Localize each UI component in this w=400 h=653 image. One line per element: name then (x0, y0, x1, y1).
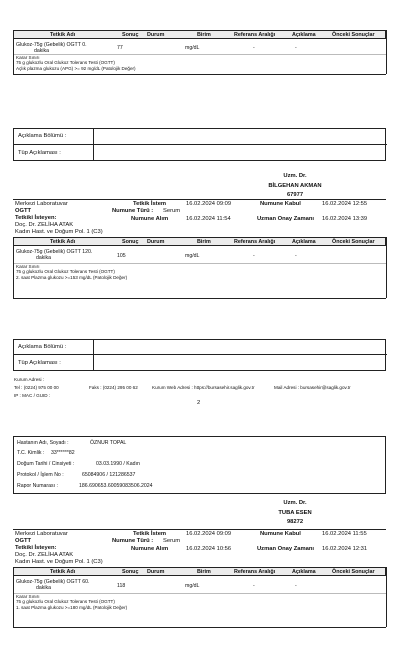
tube-label: Tüp Açıklaması : (18, 360, 61, 366)
footer-ip: IP : MAC / GUID : (14, 393, 51, 398)
approve-label: Uzman Onay Zamanı (257, 546, 315, 552)
decision-notes: Karar Sınırı 75 g glukozlu Oral Glukoz Tolerans Testi (OGTT) Açlık plazma glukozu (APG) >= 92 mg/dL (Patolojik Değer) (16, 55, 136, 71)
protocol-value: 65084906 / 121286537 (82, 472, 136, 478)
accept-date: 16.02.2024 11:55 (322, 531, 367, 537)
note-value: - (295, 253, 297, 259)
department: Kadın Hast. ve Doğum Pol. 1 (C3) (15, 559, 103, 565)
page-number: 2 (197, 400, 201, 406)
requester-name: Doç. Dr. ZELİHA ATAK (15, 552, 74, 558)
explanation-box (13, 339, 386, 371)
footer-address-label: Kurum Adresi : (14, 377, 45, 382)
table-row (13, 248, 386, 262)
decision-notes: Karar Sınırı 75 g glukozlu Oral Glukoz Tolerans Testi (OGTT) 2. saat Plazma glukozu >=153 mg/dL (Patolojik Değer) (16, 264, 128, 280)
col-note: Açıklama (292, 32, 316, 39)
explanation-box (13, 128, 386, 161)
tube-label: Tüp Açıklaması : (18, 150, 61, 156)
footer-fax: Faks : (0224) 295 00 62 (89, 385, 138, 390)
results-table-header (13, 30, 386, 39)
col-result: Sonuç (122, 32, 139, 39)
sample-type: Serum (163, 208, 181, 214)
footer-tel: Tel : (0224) 975 00 00 (14, 385, 59, 390)
requester-label: Tetkiki İsteyen: (15, 215, 57, 221)
col-unit: Birim (197, 32, 211, 39)
result-value: 118 (117, 583, 126, 589)
request-label: Tetkik İstem (133, 201, 167, 207)
doctor-signature: Uzm. Dr. TUBA ESEN 98272 (278, 500, 312, 526)
report-label: Rapor Numarası : (17, 483, 58, 489)
ref-value: - (253, 45, 255, 51)
request-date: 16.02.2024 09:09 (186, 201, 232, 207)
unit-value: mg/dL (185, 45, 200, 51)
tc-label: T.C. Kimlik : (17, 450, 45, 456)
col-status: Durum (147, 32, 165, 39)
request-label: Tetkik İstem (133, 531, 167, 537)
patient-name-label: Hastanın Adı, Soyadı : (17, 440, 69, 446)
unit-value: mg/dL (185, 253, 200, 259)
requester-name: Doç. Dr. ZELİHA ATAK (15, 222, 74, 228)
test-name: Glukoz-75g (Gebelik) OGTT 0. dakika (16, 42, 87, 54)
lab-name: Merkezi Laboratuvar (15, 531, 68, 537)
explanation-label: Açıklama Bölümü : (18, 344, 67, 350)
ref-value: - (253, 253, 255, 259)
sample-type-label: Numune Türü : (112, 208, 154, 214)
panel-name: OGTT (15, 208, 32, 214)
patient-info-box (13, 436, 386, 494)
col-ref: Referans Aralığı (234, 32, 276, 39)
sample-type: Serum (163, 538, 181, 544)
footer-web: Kurum Web Adresi : https://bursasehir.saglik.gov.tr (152, 385, 255, 390)
dob-value: 03.03.1990 / Kadın (96, 461, 140, 467)
doctor-signature: Uzm. Dr. BİLGEHAN AKMAN 67977 (268, 173, 322, 199)
result-value: 105 (117, 253, 126, 259)
accept-label: Numune Kabul (260, 531, 301, 537)
protocol-label: Protokol / İşlem No : (17, 472, 64, 478)
approve-label: Uzman Onay Zamanı (257, 216, 315, 222)
sample-take-label: Numune Alım (131, 216, 169, 222)
footer-mail: Mail Adresi : bursasehir@saglik.gov.tr (274, 385, 351, 390)
decision-notes: Karar Sınırı 75 g glukozlu Oral Glukoz Tolerans Testi (OGTT) 1. saat Plazma glukozu >=180 mg/dL (Patolojik Değer) (16, 594, 128, 610)
request-date: 16.02.2024 09:09 (186, 531, 232, 537)
panel-name: OGTT (15, 538, 32, 544)
approve-date: 16.02.2024 13:39 (322, 216, 368, 222)
ref-value: - (253, 583, 255, 589)
test-name: Glukoz-75g (Gebelik) OGTT 120. dakika (16, 249, 93, 261)
results-table-header: Tetkik Adı Sonuç Durum Birim Referans Aralığı Açıklama Önceki Sonuçlar (13, 567, 386, 576)
sample-take-label: Numune Alım (131, 546, 169, 552)
note-value: - (295, 583, 297, 589)
approve-date: 16.02.2024 12:31 (322, 546, 368, 552)
results-table-header: Tetkik Adı Sonuç Durum Birim Referans Aralığı Açıklama Önceki Sonuçlar (13, 237, 386, 246)
table-row (13, 578, 386, 592)
dob-label: Doğum Tarihi / Cinsiyeti : (17, 461, 75, 467)
accept-label: Numune Kabul (260, 201, 301, 207)
result-value: 77 (117, 45, 123, 51)
note-value: - (295, 45, 297, 51)
sample-take-date: 16.02.2024 10:56 (186, 546, 232, 552)
tc-number: 33******82 (51, 450, 75, 456)
table-row (13, 41, 386, 54)
explanation-label: Açıklama Bölümü : (18, 133, 67, 139)
lab-name: Merkezi Laboratuvar (15, 201, 68, 207)
patient-name: ÖZNUR TOPAL (90, 440, 127, 446)
col-test-name: Tetkik Adı (50, 32, 76, 39)
requester-label: Tetkiki İsteyen: (15, 545, 57, 551)
accept-date: 16.02.2024 12:55 (322, 201, 368, 207)
col-prev: Önceki Sonuçlar (332, 32, 375, 39)
test-name: Glukoz-75g (Gebelik) OGTT 60. dakika (16, 579, 90, 591)
report-value: 186.690653.60059083506.2024 (79, 483, 153, 489)
unit-value: mg/dL (185, 583, 200, 589)
department: Kadın Hast. ve Doğum Pol. 1 (C3) (15, 229, 103, 235)
sample-type-label: Numune Türü : (112, 538, 154, 544)
sample-take-date: 16.02.2024 11:54 (186, 216, 231, 222)
